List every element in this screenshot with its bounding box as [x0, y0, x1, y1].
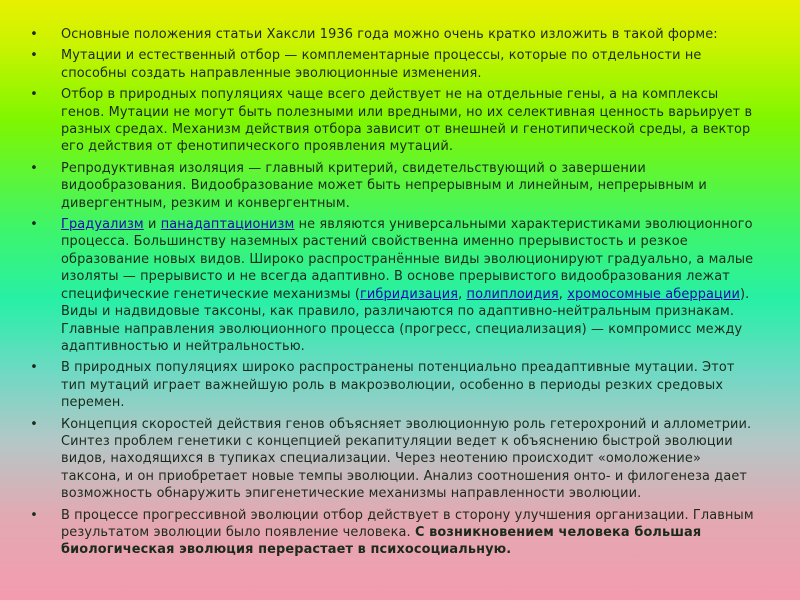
item-text: , [458, 286, 467, 302]
list-item [28, 26, 758, 43]
item-text: Отбор в природных популяциях чаще всего действует не на отдельные гены, а на комплексы генов. Мутации не могут быть полезными или вредными, но их селективная ценность варьирует в разных средах. Механизм действия отбора зависит от внешней и генотипической среды, а вектор его действия от фенотипического проявления мутаций. [61, 87, 753, 155]
link-hybridization[interactable]: гибридизация [360, 286, 459, 302]
list-item [28, 216, 758, 355]
link-panadaptationism[interactable]: панадаптационизм [160, 217, 295, 233]
bullet-icon: • [30, 416, 38, 432]
list-item [28, 86, 758, 156]
list-item [28, 416, 758, 503]
item-text: В природных популяциях широко распространены потенциально преадаптивные мутации. Этот тип мутаций играет важнейшую роль в макроэволюции, особенно в периоды резких средовых перемен. [61, 360, 735, 411]
slide-body [28, 26, 758, 563]
link-polyploidy[interactable]: полиплоидия [466, 286, 559, 302]
link-gradualism[interactable]: Градуализм [61, 217, 144, 233]
item-bold-text: С возникновением человека большая биологическая эволюция перерастает в психосоциальную. [61, 524, 702, 558]
item-text: Репродуктивная изоляция — главный критерий, свидетельствующий о завершении видообразования. Видообразование может быть непрерывным и линейным, непрерывным и дивергентным, резким и конвергентным. [61, 160, 707, 211]
link-chromosomal-aberrations[interactable]: хромосомные аберрации [567, 286, 740, 302]
list-item [28, 47, 758, 82]
item-text: Концепция скоростей действия генов объясняет эволюционную роль гетерохроний и аллометрии. Синтез проблем генетики с концепцией рекапитуляции ведет к объяснению быстрой эволюции видов, находящихся в тупиках специализации. Через неотению происходит «омоложение» таксона, и он приобретает новые темпы эволюции. Анализ соотношения онто- и филогенеза дает возможность обнаружить эпигенетические механизмы направленности эволюции. [61, 416, 752, 502]
bullet-icon: • [30, 27, 38, 42]
item-text: и [143, 217, 161, 233]
list-item [28, 160, 758, 212]
item-text: не являются универсальными характеристиками эволюционного процесса. Большинству наземных растений свойственна именно прерывистость и резкое образование новых видов. Широко распространённые виды эволюционируют градуально, а малые изоляты — прерывисто и не всегда адаптивно. В основе прерывистого видообразования лежат специфические генетические механизмы ( [61, 217, 754, 302]
list-item [28, 359, 758, 411]
bullet-icon: • [30, 48, 38, 64]
item-text: В процессе прогрессивной эволюции отбор действует в сторону улучшения организации. Главным результатом эволюции было появление человека. [61, 507, 754, 540]
item-text: Мутации и естественный отбор — комплементарные процессы, которые по отдельности не способны создать направленные эволюционные изменения. [61, 48, 702, 81]
item-text: Основные положения статьи Хаксли 1936 года можно очень кратко изложить в такой форме: [61, 27, 718, 42]
item-text: , [558, 286, 568, 302]
bullet-icon: • [30, 507, 38, 523]
list-item [28, 507, 758, 559]
item-text: ). Виды и надвидовые таксоны, как правило, различаются по адаптивно-нейтральным признакам. Главные направления эволюционного процесса (прогресс, специализация) — компромисс между адаптивностью и нейтральностью. [61, 286, 750, 354]
bullet-icon: • [30, 87, 38, 103]
bullet-icon: • [30, 160, 38, 176]
bullet-icon: • [30, 360, 38, 376]
bullet-icon: • [30, 217, 38, 233]
